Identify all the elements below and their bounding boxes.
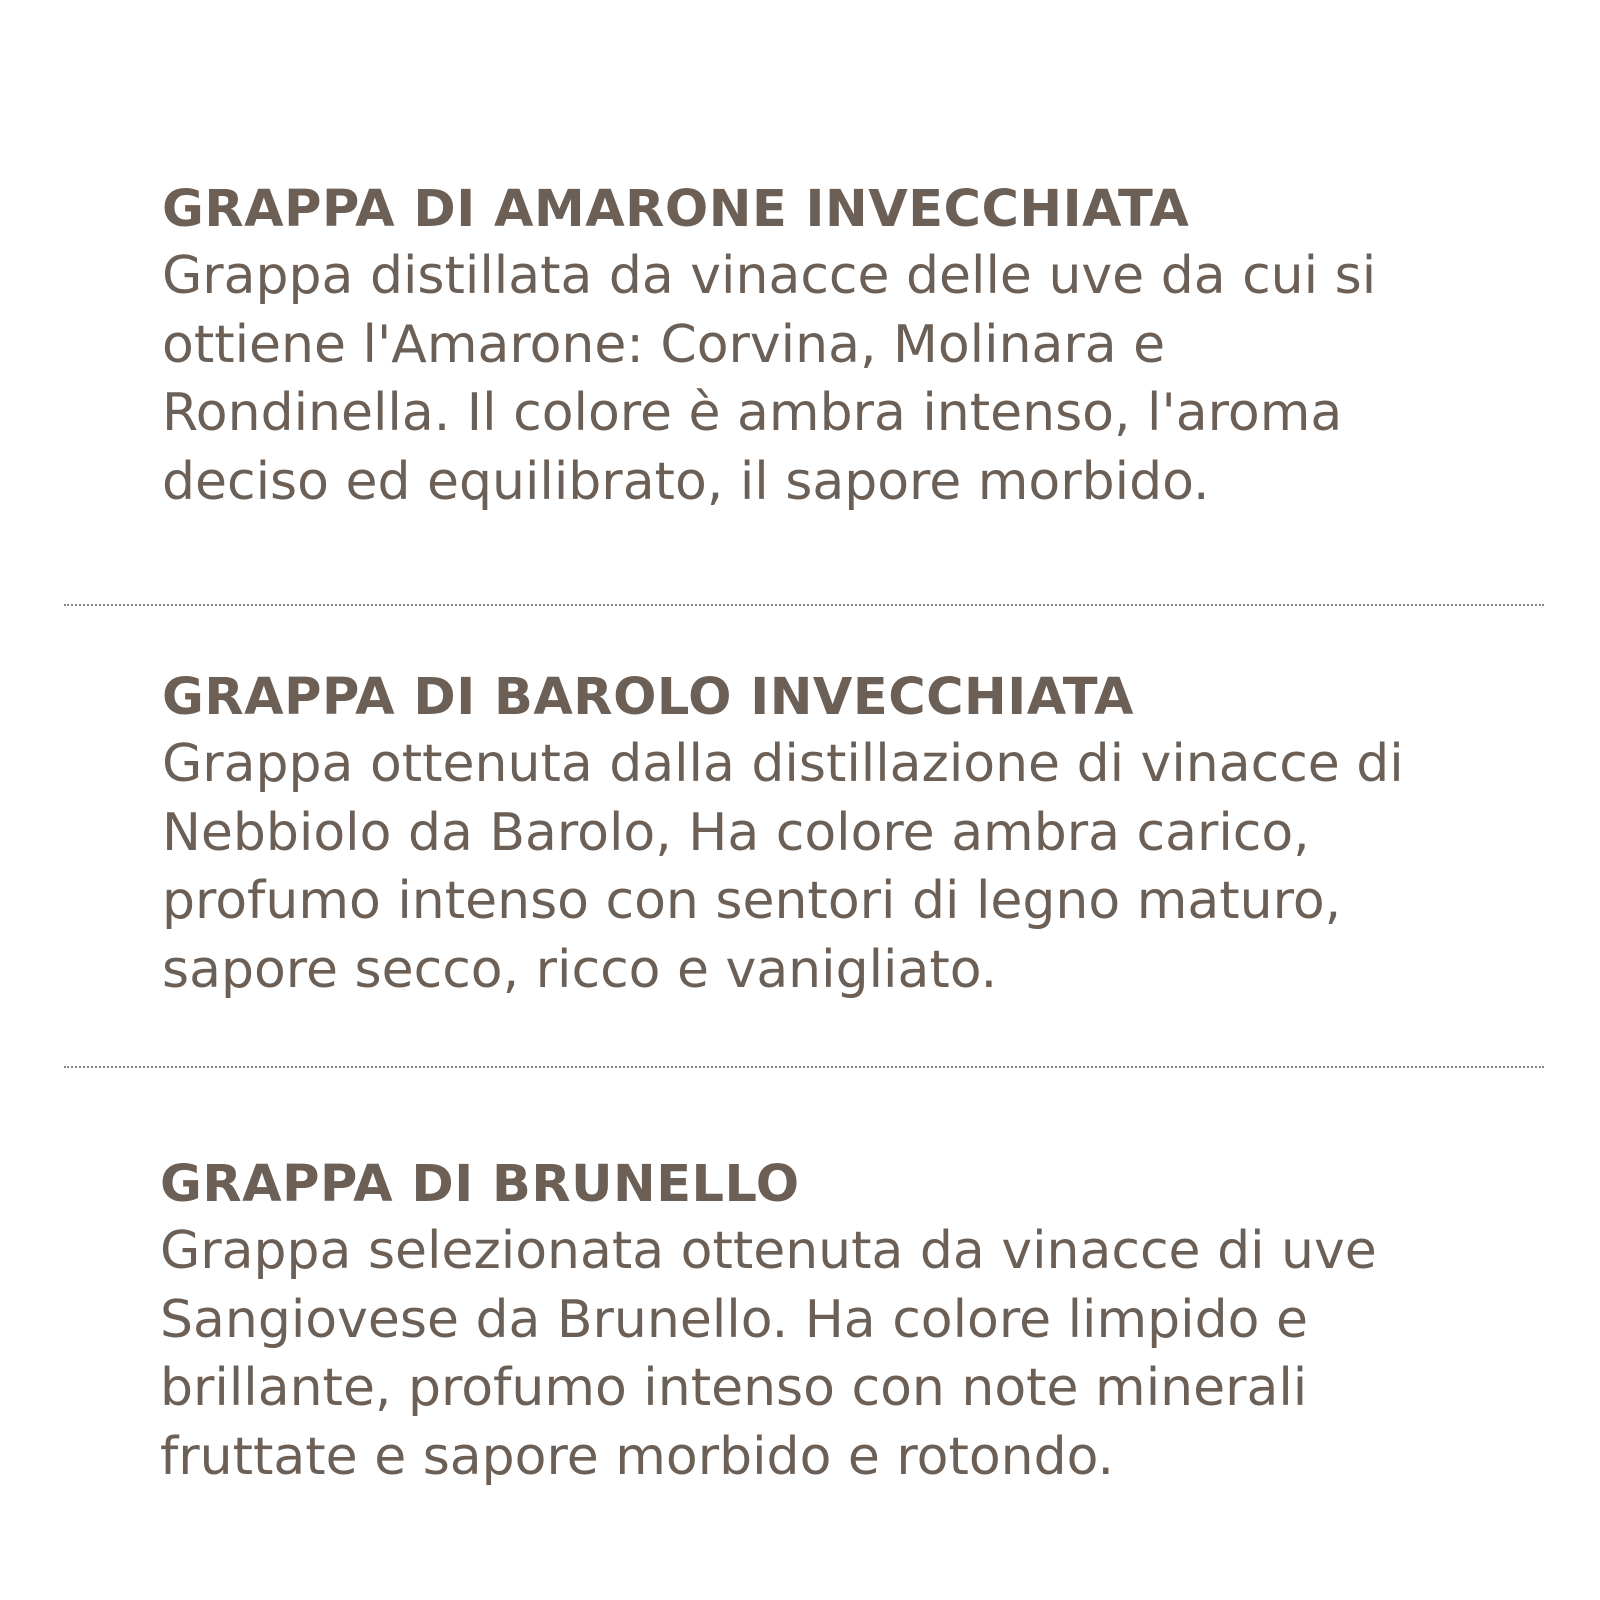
description-line: profumo intenso con sentori di legno maturo, [162, 871, 1342, 931]
entry-description [162, 242, 1462, 516]
description-line: Grappa selezionata ottenuta da vinacce di uve [160, 1221, 1377, 1281]
description-line: sapore secco, ricco e vanigliato. [162, 939, 998, 1000]
dotted-divider [64, 604, 1544, 606]
description-line: Nebbiolo da Barolo, Ha colore ambra carico, [162, 802, 1310, 863]
description-line: Grappa ottenuta dalla distillazione di vinacce di [162, 734, 1404, 794]
entry-title: GRAPPA DI BAROLO INVECCHIATA [162, 668, 1135, 727]
description-line: ottiene l'Amarone: Corvina, Molinara e [162, 314, 1166, 375]
dotted-divider [64, 1066, 1544, 1068]
entry-title: GRAPPA DI AMARONE INVECCHIATA [162, 180, 1190, 239]
description-line: Rondinella. Il colore è ambra intenso, l'aroma [162, 383, 1343, 443]
grappa-entry-brunello [160, 1155, 1460, 1491]
description-line: fruttate e sapore morbido e rotondo. [160, 1426, 1115, 1487]
entry-title: GRAPPA DI BRUNELLO [160, 1155, 800, 1214]
entry-description [162, 730, 1462, 1004]
entry-description [160, 1217, 1460, 1491]
description-line: deciso ed equilibrato, il sapore morbido. [162, 451, 1210, 512]
description-line: Sangiovese da Brunello. Ha colore limpido e [160, 1289, 1308, 1350]
grappa-entry-barolo [162, 668, 1462, 1004]
description-line: brillante, profumo intenso con note minerali [160, 1358, 1308, 1418]
description-line: Grappa distillata da vinacce delle uve da cui si [162, 246, 1377, 306]
grappa-entry-amarone [162, 180, 1462, 516]
